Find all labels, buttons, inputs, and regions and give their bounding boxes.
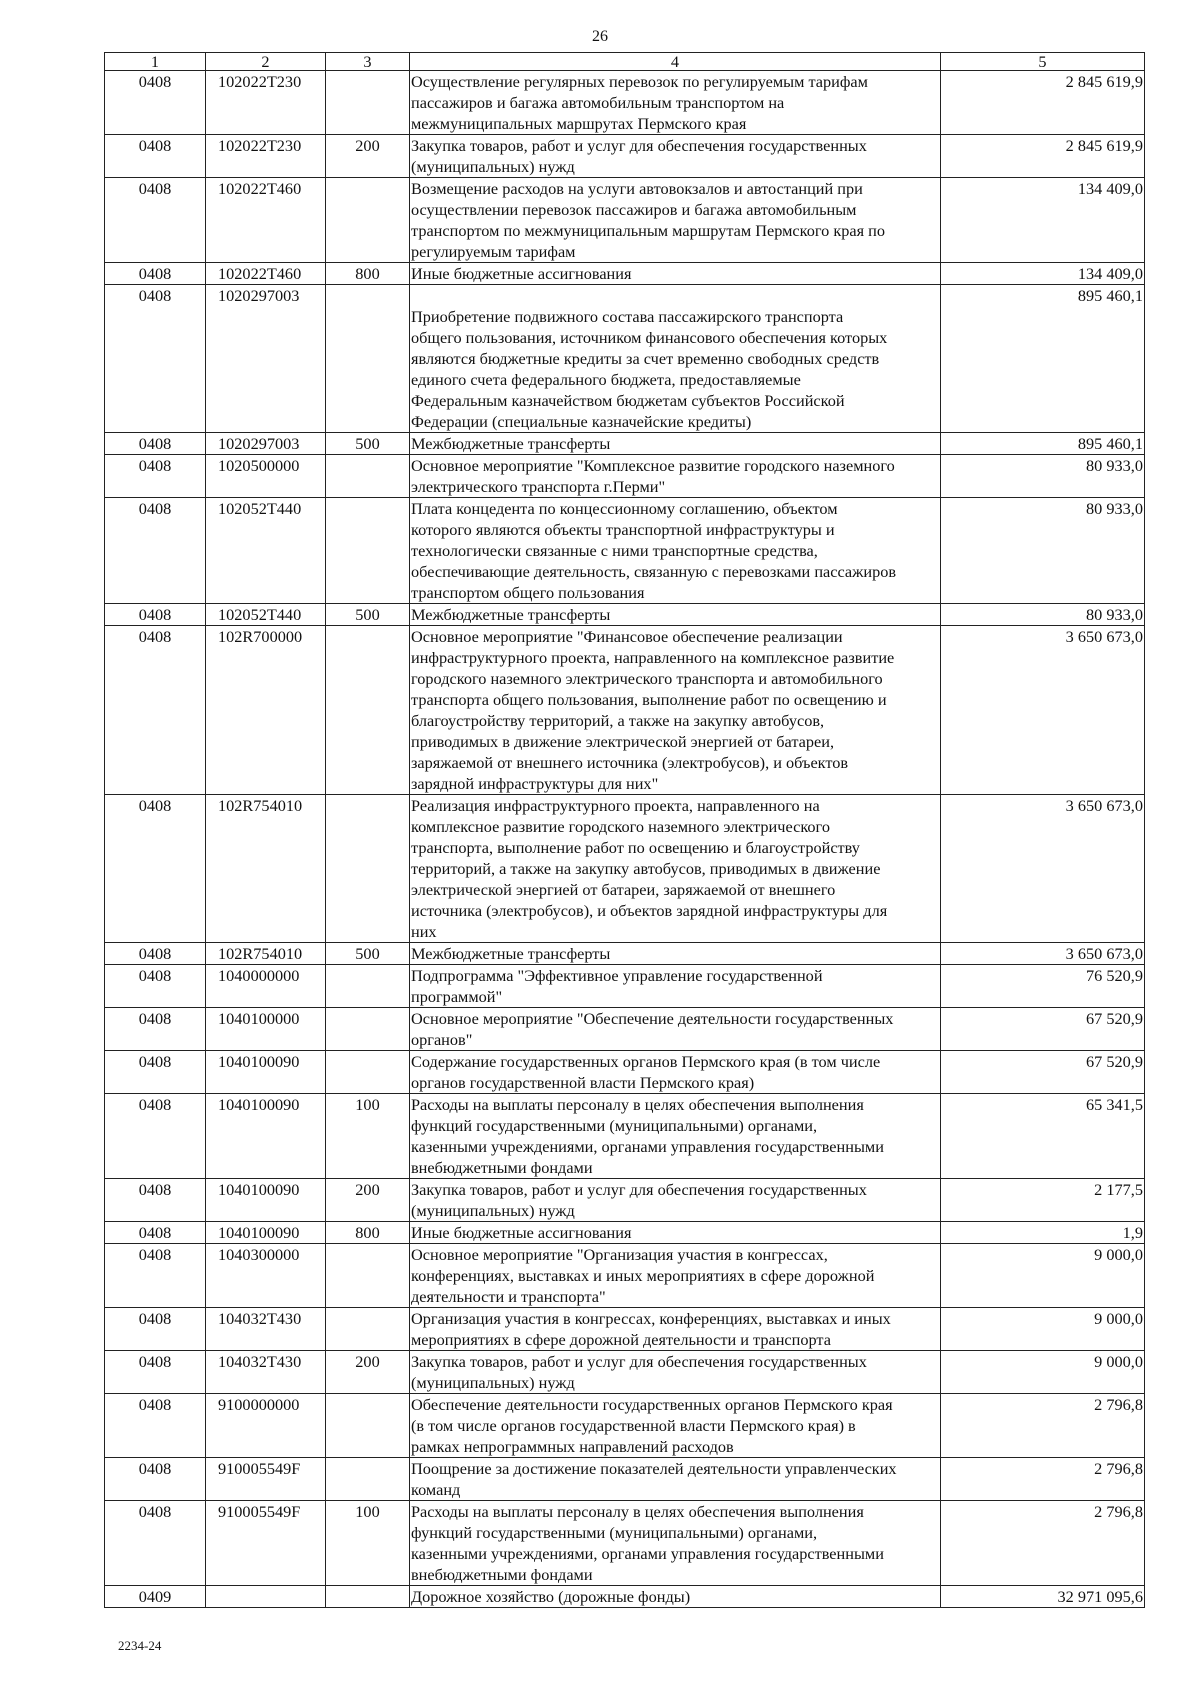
item-name-cell: Содержание государственных органов Пермского края (в том числе органов государственной власти Пермского края) [410, 1051, 941, 1094]
amount-cell: 3 650 673,0 [941, 943, 1145, 965]
target-code-cell: 1040100090 [206, 1179, 326, 1222]
section-code-cell: 0408 [105, 1308, 206, 1351]
target-code-cell: 104032T430 [206, 1351, 326, 1394]
section-code-cell: 0408 [105, 455, 206, 498]
expense-type-cell: 800 [326, 1222, 410, 1244]
table-row [105, 455, 1145, 498]
section-code-cell: 0408 [105, 1244, 206, 1308]
amount-cell: 67 520,9 [941, 1051, 1145, 1094]
header-col-4: 4 [410, 53, 941, 71]
table-row [105, 1586, 1145, 1608]
table-row [105, 178, 1145, 263]
amount-cell: 2 796,8 [941, 1501, 1145, 1586]
amount-cell: 895 460,1 [941, 285, 1145, 433]
table-row [105, 604, 1145, 626]
amount-cell: 67 520,9 [941, 1008, 1145, 1051]
item-name-cell: Осуществление регулярных перевозок по регулируемым тарифам пассажиров и багажа автомобильным транспортом на межмуниципальных маршрутах Пермского края [410, 71, 941, 135]
table-row [105, 1501, 1145, 1586]
section-code-cell: 0408 [105, 1222, 206, 1244]
table-row [105, 1351, 1145, 1394]
item-name-cell: Закупка товаров, работ и услуг для обеспечения государственных (муниципальных) нужд [410, 1179, 941, 1222]
expense-type-cell [326, 178, 410, 263]
item-name-cell: Дорожное хозяйство (дорожные фонды) [410, 1586, 941, 1608]
table-row [105, 1179, 1145, 1222]
target-code-cell: 1040100090 [206, 1051, 326, 1094]
header-col-1: 1 [105, 53, 206, 71]
section-code-cell: 0408 [105, 626, 206, 795]
amount-cell: 2 845 619,9 [941, 71, 1145, 135]
target-code-cell: 1040100000 [206, 1008, 326, 1051]
item-name-cell: Возмещение расходов на услуги автовокзалов и автостанций при осуществлении перевозок пассажиров и багажа автомобильным транспортом по межмуниципальным маршрутам Пермского края по регулируемым тарифам [410, 178, 941, 263]
header-col-3: 3 [326, 53, 410, 71]
target-code-cell: 102052T440 [206, 604, 326, 626]
item-name-cell: Приобретение подвижного состава пассажирского транспорта общего пользования, источником финансового обеспечения которых являются бюджетные кредиты за счет временно свободных средств единого счета федерального бюджета, предоставляемые Федеральным казначейством бюджетам субъектов Российской Федерации (специальные казначейские кредиты) [410, 285, 941, 433]
item-name-cell: Межбюджетные трансферты [410, 433, 941, 455]
expense-type-cell [326, 626, 410, 795]
table-row [105, 285, 1145, 433]
target-code-cell: 102R754010 [206, 795, 326, 943]
target-code-cell: 104032T430 [206, 1308, 326, 1351]
expense-type-cell [326, 795, 410, 943]
section-code-cell: 0408 [105, 1394, 206, 1458]
item-name-cell: Закупка товаров, работ и услуг для обеспечения государственных (муниципальных) нужд [410, 135, 941, 178]
section-code-cell: 0408 [105, 178, 206, 263]
item-name-cell: Основное мероприятие "Комплексное развитие городского наземного электрического транспорта г.Перми" [410, 455, 941, 498]
expense-type-cell: 800 [326, 263, 410, 285]
section-code-cell: 0408 [105, 1051, 206, 1094]
target-code-cell: 1020500000 [206, 455, 326, 498]
item-name-cell: Иные бюджетные ассигнования [410, 263, 941, 285]
header-row [105, 53, 1145, 71]
table-row [105, 1394, 1145, 1458]
item-name-cell: Основное мероприятие "Финансовое обеспечение реализации инфраструктурного проекта, направленного на комплексное развитие городского наземного электрического транспорта и автомобильного транспорта общего пользования, выполнение работ по освещению и благоустройству территорий, а также на закупку автобусов, приводимых в движение электрической энергией от батареи, заряжаемой от внешнего источника (электробусов), и объектов зарядной инфраструктуры для них" [410, 626, 941, 795]
item-name-cell: Обеспечение деятельности государственных органов Пермского края (в том числе органов государственной власти Пермского края) в рамках непрограммных направлений расходов [410, 1394, 941, 1458]
expense-type-cell: 500 [326, 433, 410, 455]
header-col-2: 2 [206, 53, 326, 71]
target-code-cell: 102022T230 [206, 71, 326, 135]
expense-type-cell: 200 [326, 135, 410, 178]
item-name-cell: Расходы на выплаты персоналу в целях обеспечения выполнения функций государственными (муниципальными) органами, казенными учреждениями, органами управления государственными внебюджетными фондами [410, 1094, 941, 1179]
item-name-cell: Закупка товаров, работ и услуг для обеспечения государственных (муниципальных) нужд [410, 1351, 941, 1394]
amount-cell: 134 409,0 [941, 178, 1145, 263]
expense-type-cell [326, 1308, 410, 1351]
target-code-cell: 102R700000 [206, 626, 326, 795]
section-code-cell: 0409 [105, 1586, 206, 1608]
amount-cell: 134 409,0 [941, 263, 1145, 285]
amount-cell: 2 845 619,9 [941, 135, 1145, 178]
section-code-cell: 0408 [105, 135, 206, 178]
section-code-cell: 0408 [105, 263, 206, 285]
amount-cell: 2 796,8 [941, 1458, 1145, 1501]
amount-cell: 895 460,1 [941, 433, 1145, 455]
expense-type-cell [326, 1586, 410, 1608]
item-name-cell: Основное мероприятие "Обеспечение деятельности государственных органов" [410, 1008, 941, 1051]
section-code-cell: 0408 [105, 1008, 206, 1051]
expense-type-cell: 500 [326, 604, 410, 626]
table-row [105, 1051, 1145, 1094]
amount-cell: 3 650 673,0 [941, 626, 1145, 795]
target-code-cell: 1040100090 [206, 1222, 326, 1244]
target-code-cell: 9100000000 [206, 1394, 326, 1458]
section-code-cell: 0408 [105, 1179, 206, 1222]
expense-type-cell [326, 1244, 410, 1308]
header-col-5: 5 [941, 53, 1145, 71]
amount-cell: 3 650 673,0 [941, 795, 1145, 943]
table-row [105, 433, 1145, 455]
target-code-cell [206, 1586, 326, 1608]
table-row [105, 71, 1145, 135]
amount-cell: 32 971 095,6 [941, 1586, 1145, 1608]
table-row [105, 1222, 1145, 1244]
budget-table [104, 52, 1145, 1608]
expense-type-cell [326, 285, 410, 433]
target-code-cell: 1040000000 [206, 965, 326, 1008]
expense-type-cell [326, 1008, 410, 1051]
target-code-cell: 910005549F [206, 1458, 326, 1501]
target-code-cell: 102R754010 [206, 943, 326, 965]
target-code-cell: 1040100090 [206, 1094, 326, 1179]
item-name-cell: Организация участия в конгрессах, конференциях, выставках и иных мероприятиях в сфере дорожной деятельности и транспорта [410, 1308, 941, 1351]
target-code-cell: 1020297003 [206, 285, 326, 433]
section-code-cell: 0408 [105, 71, 206, 135]
table-row [105, 1244, 1145, 1308]
section-code-cell: 0408 [105, 965, 206, 1008]
expense-type-cell [326, 1051, 410, 1094]
item-name-cell: Межбюджетные трансферты [410, 943, 941, 965]
amount-cell: 80 933,0 [941, 498, 1145, 604]
amount-cell: 80 933,0 [941, 604, 1145, 626]
item-name-cell: Межбюджетные трансферты [410, 604, 941, 626]
target-code-cell: 102022T460 [206, 178, 326, 263]
item-name-cell: Иные бюджетные ассигнования [410, 1222, 941, 1244]
expense-type-cell: 100 [326, 1501, 410, 1586]
amount-cell: 2 177,5 [941, 1179, 1145, 1222]
section-code-cell: 0408 [105, 1501, 206, 1586]
item-name-cell: Реализация инфраструктурного проекта, направленного на комплексное развитие городского наземного электрического транспорта, выполнение работ по освещению и благоустройству территорий, а также на закупку автобусов, приводимых в движение электрической энергией от батареи, заряжаемой от внешнего источника (электробусов), и объектов зарядной инфраструктуры для них [410, 795, 941, 943]
expense-type-cell [326, 1394, 410, 1458]
section-code-cell: 0408 [105, 1351, 206, 1394]
section-code-cell: 0408 [105, 943, 206, 965]
amount-cell: 2 796,8 [941, 1394, 1145, 1458]
amount-cell: 80 933,0 [941, 455, 1145, 498]
expense-type-cell: 500 [326, 943, 410, 965]
item-name-cell: Основное мероприятие "Организация участия в конгрессах, конференциях, выставках и иных мероприятиях в сфере дорожной деятельности и транспорта" [410, 1244, 941, 1308]
section-code-cell: 0408 [105, 1094, 206, 1179]
table-row [105, 943, 1145, 965]
expense-type-cell: 100 [326, 1094, 410, 1179]
expense-type-cell [326, 455, 410, 498]
section-code-cell: 0408 [105, 795, 206, 943]
target-code-cell: 1040300000 [206, 1244, 326, 1308]
item-name-cell: Подпрограмма "Эффективное управление государственной программой" [410, 965, 941, 1008]
target-code-cell: 102022T460 [206, 263, 326, 285]
amount-cell: 9 000,0 [941, 1351, 1145, 1394]
amount-cell: 1,9 [941, 1222, 1145, 1244]
table-row [105, 1008, 1145, 1051]
table-row [105, 1308, 1145, 1351]
table-row [105, 263, 1145, 285]
table-row [105, 965, 1145, 1008]
amount-cell: 9 000,0 [941, 1244, 1145, 1308]
page-number: 26 [592, 28, 608, 45]
amount-cell: 65 341,5 [941, 1094, 1145, 1179]
expense-type-cell [326, 498, 410, 604]
expense-type-cell: 200 [326, 1179, 410, 1222]
target-code-cell: 102022T230 [206, 135, 326, 178]
table-row [105, 498, 1145, 604]
section-code-cell: 0408 [105, 498, 206, 604]
table-body [105, 71, 1145, 1608]
table-row [105, 135, 1145, 178]
item-name-cell: Плата концедента по концессионному соглашению, объектом которого являются объекты транспортной инфраструктуры и технологически связанные с ними транспортные средства, обеспечивающие деятельность, связанную с перевозками пассажиров транспортом общего пользования [410, 498, 941, 604]
amount-cell: 76 520,9 [941, 965, 1145, 1008]
section-code-cell: 0408 [105, 604, 206, 626]
table-row [105, 626, 1145, 795]
item-name-cell: Поощрение за достижение показателей деятельности управленческих команд [410, 1458, 941, 1501]
footer-code: 2234-24 [118, 1638, 162, 1653]
section-code-cell: 0408 [105, 433, 206, 455]
target-code-cell: 102052T440 [206, 498, 326, 604]
table-row [105, 1458, 1145, 1501]
expense-type-cell [326, 71, 410, 135]
expense-type-cell [326, 1458, 410, 1501]
target-code-cell: 910005549F [206, 1501, 326, 1586]
amount-cell: 9 000,0 [941, 1308, 1145, 1351]
section-code-cell: 0408 [105, 1458, 206, 1501]
expense-type-cell: 200 [326, 1351, 410, 1394]
item-name-cell: Расходы на выплаты персоналу в целях обеспечения выполнения функций государственными (муниципальными) органами, казенными учреждениями, органами управления государственными внебюджетными фондами [410, 1501, 941, 1586]
section-code-cell: 0408 [105, 285, 206, 433]
table-row [105, 795, 1145, 943]
target-code-cell: 1020297003 [206, 433, 326, 455]
table-row [105, 1094, 1145, 1179]
expense-type-cell [326, 965, 410, 1008]
